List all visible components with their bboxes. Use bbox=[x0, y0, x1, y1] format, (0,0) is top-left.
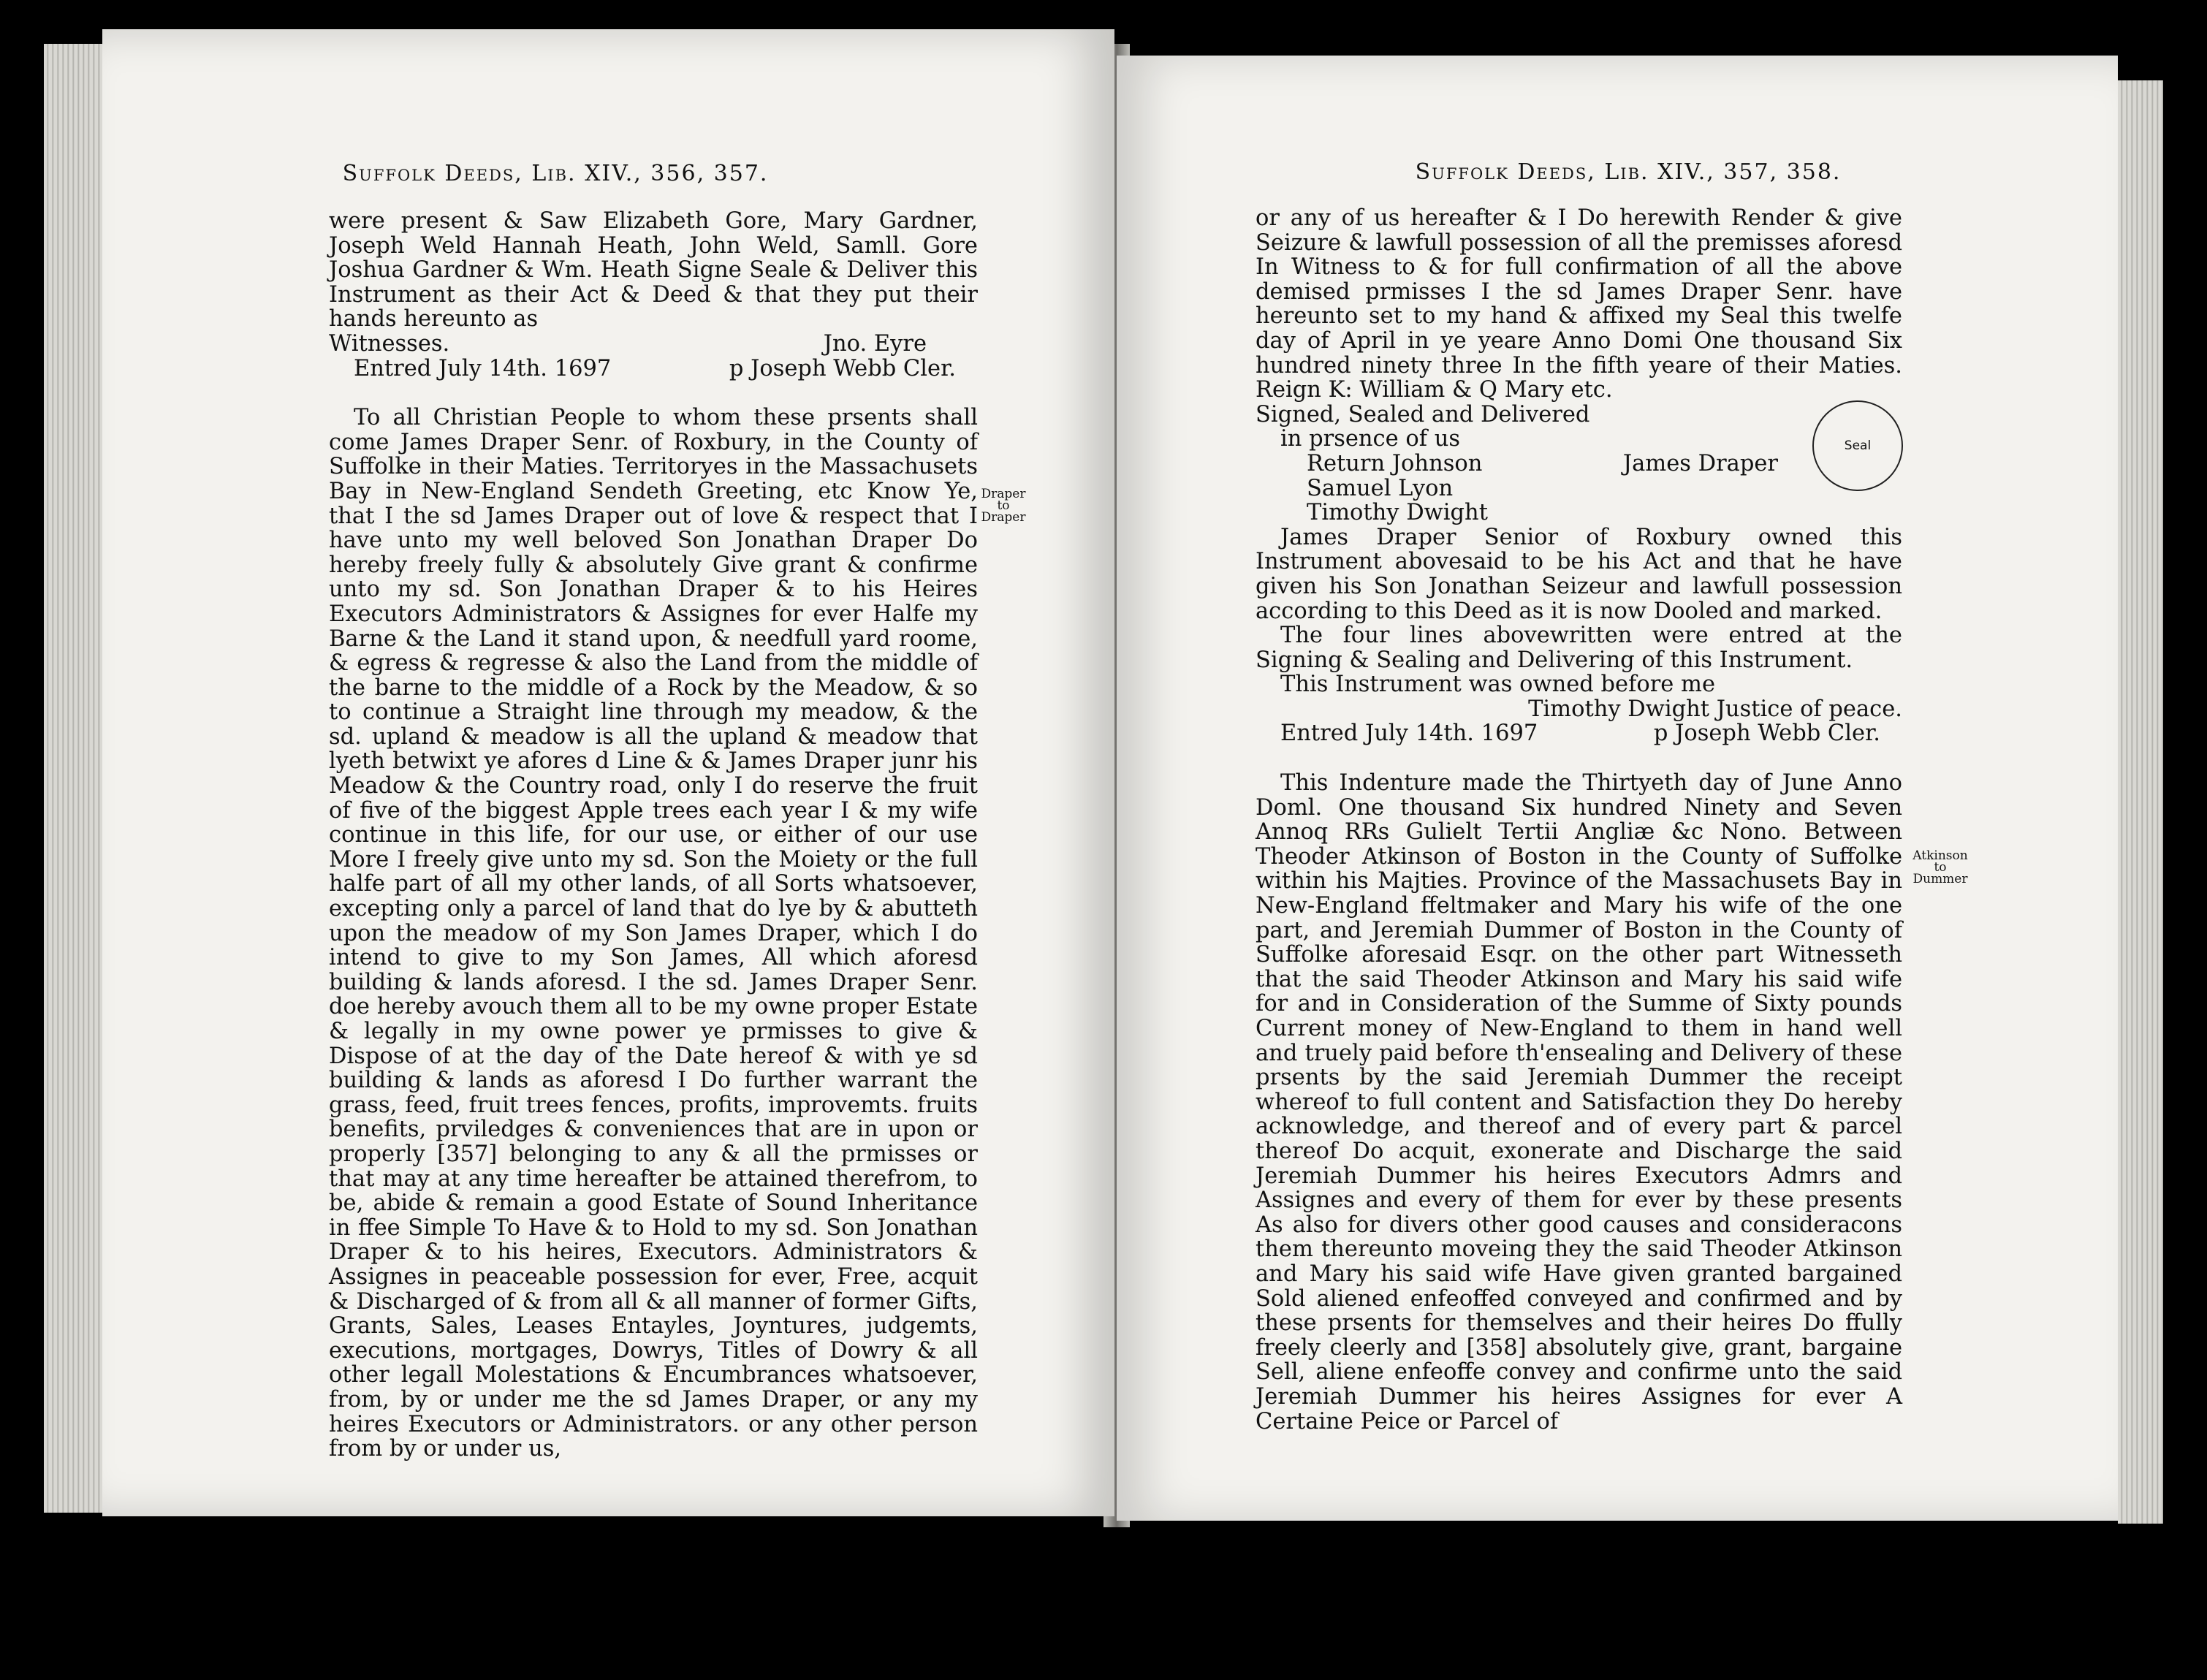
margin-note-atkinson bbox=[1907, 850, 1973, 885]
signed-line: Signed, Sealed and Delivered bbox=[1256, 401, 1590, 427]
left-witness-line bbox=[329, 332, 978, 357]
right-clerk-name: p Joseph Webb Cler. bbox=[1653, 721, 1880, 747]
right-para-3: The four lines abovewritten were entred at the Signing & Sealing and Delivering of this Instrument. bbox=[1256, 623, 1902, 673]
seal-icon bbox=[1812, 400, 1903, 491]
right-para-5: This Indenture made the Thirtyeth day of June Anno Doml. One thousand Six hundred Ninety and Seven Annoq RRs Gulielt Tertii Angliæ &c Nono. Between Theoder Atkinson of Boston in the County of Suffolke within his Majties. Province of the Massachusets Bay in New-England ffeltmaker and Mary his wife of the one part, and Jeremiah Dummer of Boston in the County of Suffolke aforesaid Esqr. on the other part Witnesseth that the said Theoder Atkinson and Mary his said wife for and in Consideration of the Summe of Sixty pounds Current money of New-England to them in hand well and truely paid before th'ensealing and Delivery of these prsents by the said Jeremiah Dummer the receipt whereof to full content and Satisfaction they Do hereby acknowledge, and thereof and of every part & parcel thereof Do acquit, exonerate and Discharge the said Jeremiah Dummer his heires Executors Admrs and Assignes and every of them for ever by these presents As also for divers other good causes and consideracons them thereunto moveing they the said Theoder Atkinson and Mary his said wife Have given granted bargained Sold aliened enfeoffed conveyed and confirmed and by these prsents for themselves and their heires Do ffully freely cleerly and [358] absolutely give, grant, bargaine Sell, aliene enfeoffe convey and confirme unto the said Jeremiah Dummer his heires Assignes for ever A Certaine Peice or Parcel of bbox=[1256, 770, 1902, 1434]
entred-date: Entred July 14th. 1697 bbox=[354, 355, 612, 381]
right-running-header: Suffolk Deeds, Lib. XIV., 357, 358. bbox=[1415, 159, 1842, 185]
margin-note-line-3: Dummer bbox=[1912, 872, 1968, 886]
left-running-header: Suffolk Deeds, Lib. XIV., 356, 357. bbox=[342, 161, 769, 186]
right-entred-date: Entred July 14th. 1697 bbox=[1280, 721, 1538, 747]
margin-note-line-2: to bbox=[997, 498, 1010, 513]
left-entred-line bbox=[329, 357, 978, 381]
presence-line: in prsence of us bbox=[1280, 426, 1461, 452]
right-para-2: James Draper Senior of Roxbury owned this Instrument abovesaid to be his Act and that he have given his Son Jonathan Seizeur and lawfull possession according to this Deed as it is now Dooled and marked. bbox=[1256, 524, 1902, 624]
witness-grantor-line bbox=[1256, 452, 1902, 476]
witness-3: Timothy Dwight bbox=[1307, 500, 1488, 526]
right-para-1: or any of us hereafter & I Do herewith Render & give Seizure & lawfull possession of all the premisses aforesd In Witness to & for full confirmation of all the above demised prmisses I the sd James Draper Senr. have hereunto set to my hand & affixed my Seal this twelfe day of April in ye yeare Anno Domi One thousand Six hundred ninety three In the fifth yeare of their Maties. Reign K: William & Q Mary etc. bbox=[1256, 205, 1902, 403]
right-page bbox=[1117, 56, 2118, 1521]
right-para-4: This Instrument was owned before me bbox=[1280, 672, 1716, 698]
witnesses-label: Witnesses. bbox=[329, 330, 450, 357]
left-text-block bbox=[329, 209, 978, 1462]
seal-label: Seal bbox=[1844, 438, 1872, 453]
witness-1: Return Johnson bbox=[1307, 450, 1483, 476]
margin-note-line-3: Draper bbox=[981, 510, 1026, 525]
margin-note-line-1: Draper bbox=[981, 487, 1026, 501]
margin-note-draper bbox=[978, 488, 1029, 523]
book-edge-left bbox=[44, 44, 102, 1513]
justice-line: Timothy Dwight Justice of peace. bbox=[1528, 696, 1902, 722]
clerk-name: p Joseph Webb Cler. bbox=[729, 355, 956, 381]
right-entred-line bbox=[1256, 721, 1902, 746]
right-text-block bbox=[1256, 206, 1902, 1434]
grantor-name: James Draper bbox=[1622, 450, 1778, 476]
margin-note-line-1: Atkinson bbox=[1912, 848, 1968, 863]
witness-2: Samuel Lyon bbox=[1307, 475, 1454, 501]
book-edge-right bbox=[2118, 80, 2163, 1524]
margin-note-line-2: to bbox=[1934, 860, 1947, 875]
left-para-2: To all Christian People to whom these prsents shall come James Draper Senr. of Roxbury, in the County of Suffolke in their Maties. Territoryes in the Massachusets Bay in New-England Sendeth Greeting, etc Know Ye, that I the sd James Draper out of love & respect that I have unto my well beloved Son Jonathan Draper Do hereby freely fully & absolutely Give grant & confirme unto my sd. Son Jonathan Draper & to his Heires Executors Administrators & Assignes for ever Halfe my Barne & the Land it stand upon, & needfull yard roome, & egress & regresse & also the Land from the middle of the barne to the middle of a Rock by the Meadow, & so to continue a Straight line through my meadow, & the sd. upland & meadow is all the upland & meadow that lyeth betwixt ye afores d Line & & James Draper junr his Meadow & the Country road, only I do reserve the fruit of five of the biggest Apple trees each year I & my wife continue in this life, for our use, or either of our use More I freely give unto my sd. Son the Moiety or the full halfe part of all my other lands, of all Sorts whatsoever, excepting only a parcel of land that do lye by & abutteth upon the meadow of my Son James Draper, which I do intend to give to my Son James, All which aforesd building & lands aforesd. I the sd. James Draper Senr. doe hereby avouch them all to be my owne proper Estate & legally in my owne power ye prmisses to give & Dispose of at the day of the Date hereof & with ye sd building & lands as aforesd I Do further warrant the grass, feed, fruit trees fences, profits, improvemts. fruits benefits, prviledges & conveniences that are in upon or properly [357] belonging to any & all the prmisses or that may at any time hereafter be attained therefrom, to be, abide & remain a good Estate of Sound Inheritance in ffee Simple To Have & to Hold to my sd. Son Jonathan Draper & to his heires, Executors. Administrators & Assignes in peaceable possession for ever, Free, acquit & Discharged of & from all & all manner of former Gifts, Grants, Sales, Leases Entayles, Joyntures, judgemts, executions, mortgages, Dowrys, Titles of Dowry & all other legall Molestations & Encumbrances whatsoever, from, by or under me the sd James Draper, or any my heires Executors or Administrators. or any other person from by or under us, bbox=[329, 405, 978, 1462]
left-page bbox=[102, 29, 1114, 1516]
signer-name: Jno. Eyre bbox=[823, 330, 927, 357]
left-para-1: were present & Saw Elizabeth Gore, Mary Gardner, Joseph Weld Hannah Heath, John Weld, Samll. Gore Joshua Gardner & Wm. Heath Signe Seale & Deliver this Instrument as their Act & Deed & that they put their hands hereunto as bbox=[329, 208, 978, 332]
